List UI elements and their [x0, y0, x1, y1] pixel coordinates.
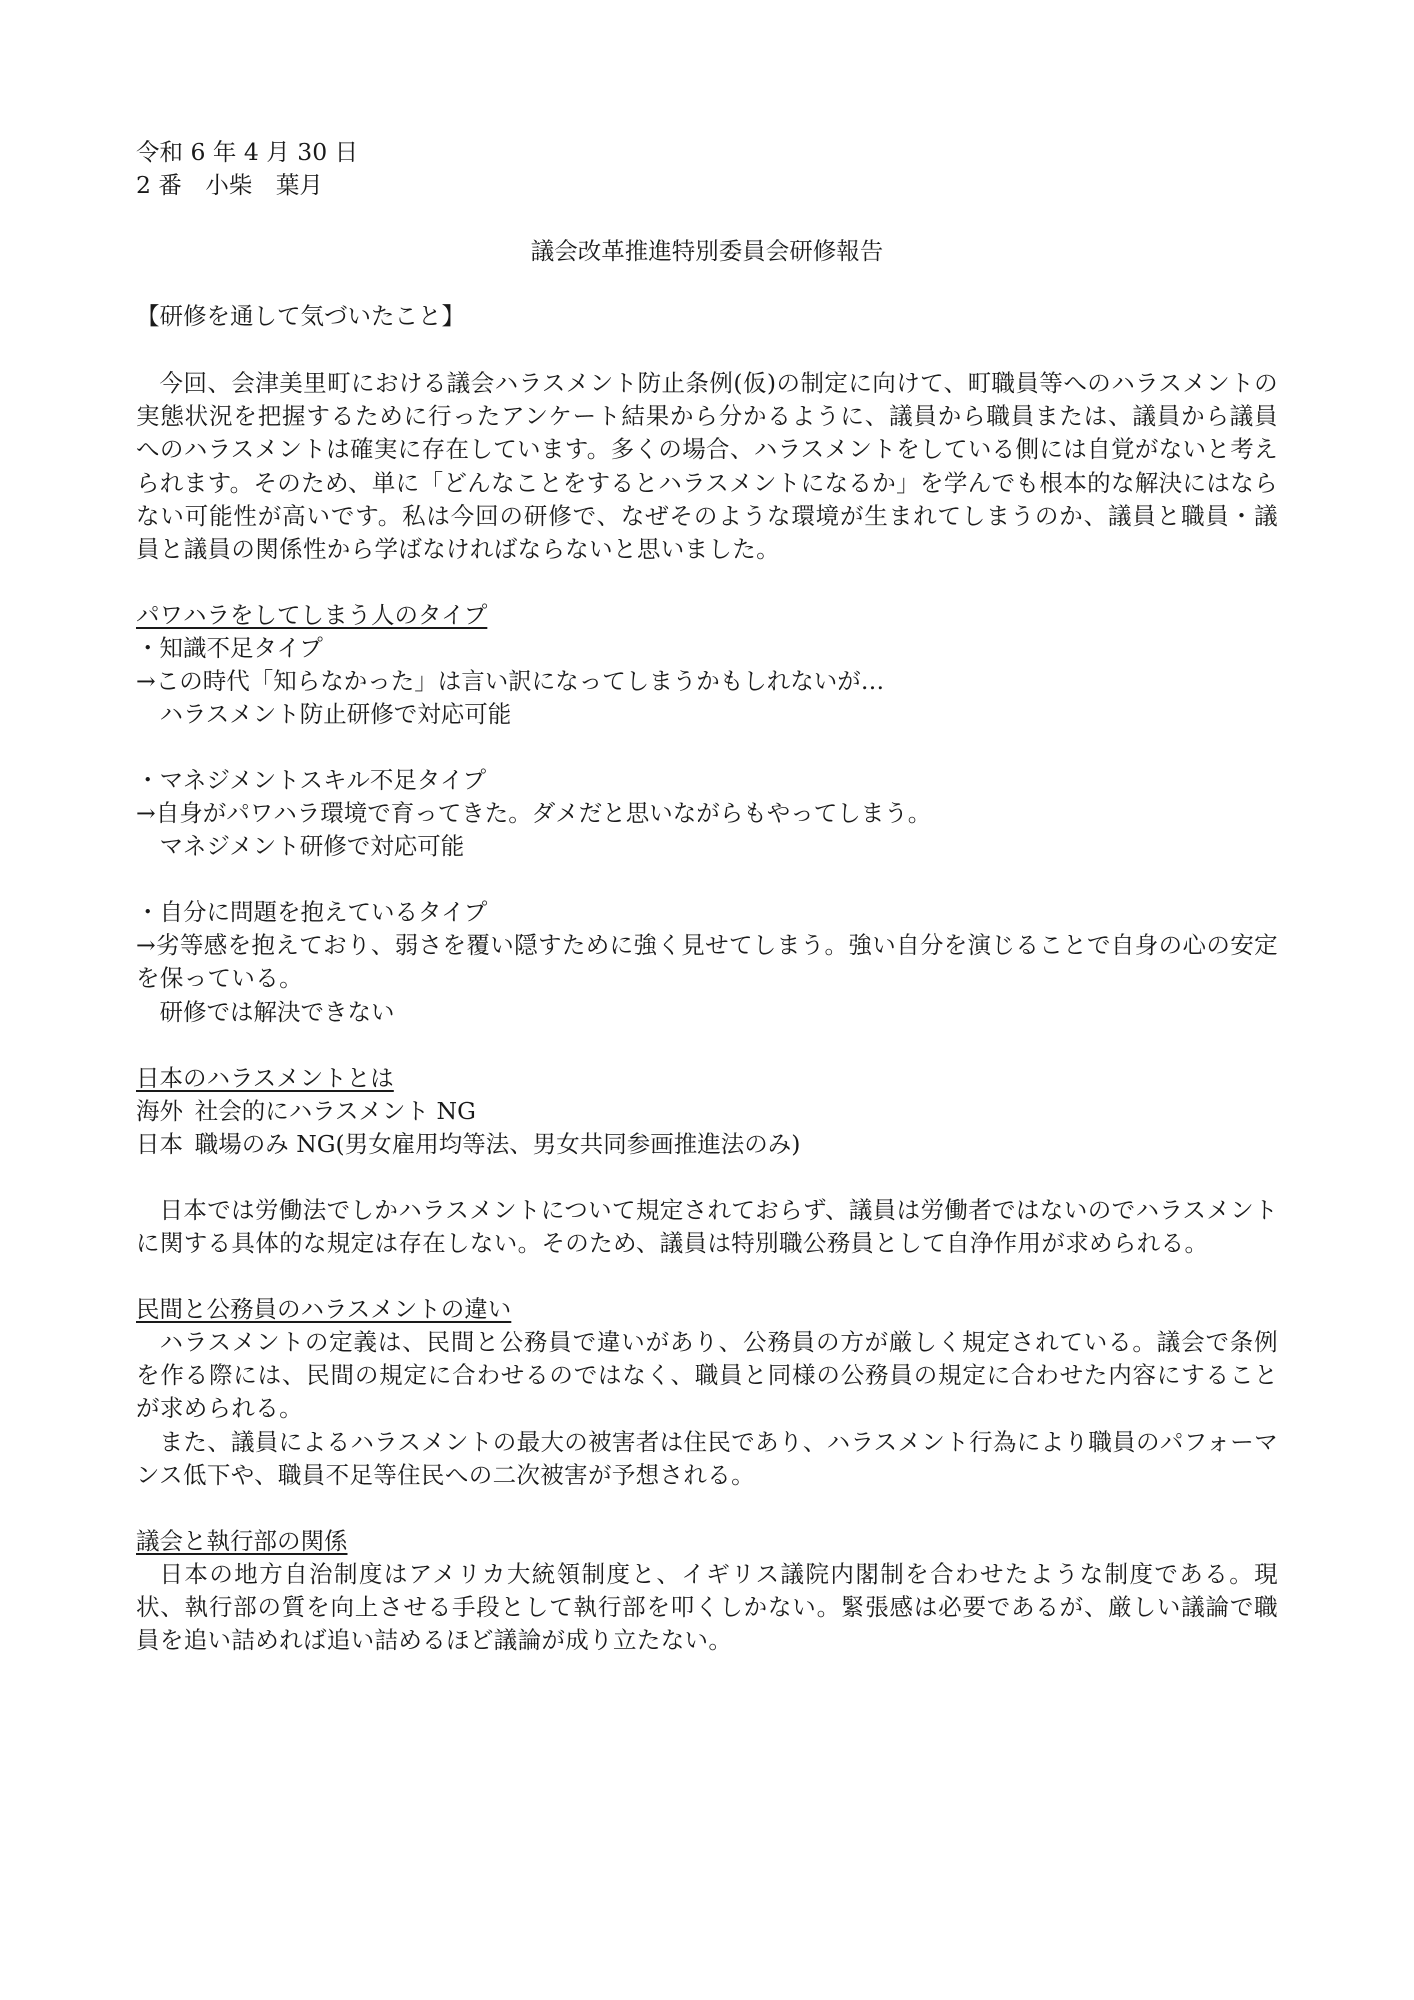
- types-section: [136, 599, 1278, 1028]
- section-label: 【研修を通して気づいたこと】: [136, 302, 465, 330]
- type-name: ・知識不足タイプ: [136, 634, 323, 663]
- relation-heading: 議会と執行部の関係: [136, 1527, 348, 1556]
- type-note: ハラスメント防止研修で対応可能: [159, 700, 512, 729]
- japan-heading: 日本のハラスメントとは: [136, 1063, 394, 1092]
- type-name: ・マネジメントスキル不足タイプ: [136, 766, 487, 795]
- compare-text: 社会的にハラスメント NG: [194, 1096, 476, 1125]
- compare-text: 職場のみ NG(男女雇用均等法、男女共同参画推進法のみ): [194, 1129, 801, 1158]
- types-heading: パワハラをしてしまう人のタイプ: [136, 601, 488, 630]
- type-name: ・自分に問題を抱えているタイプ: [136, 898, 488, 927]
- type-description: →自身がパワハラ環境で育ってきた。ダメだと思いながらもやってしまう。: [136, 799, 932, 828]
- japan-section: [136, 1062, 1278, 1260]
- difference-paragraph-2: また、議員によるハラスメントの最大の被害者は住民であり、ハラスメント行為により職員のパフォーマンス低下や、職員不足等住民への二次被害が予想される。: [136, 1427, 1278, 1489]
- intro-paragraph: 今回、会津美里町における議会ハラスメント防止条例(仮)の制定に向けて、町職員等へのハラスメントの実態状況を把握するために行ったアンケート結果から分かるように、議員から職員または、議員から議員へのハラスメントは確実に存在しています。多くの場合、ハラスメントをしている側には自覚がないと考えられます。そのため、単に「どんなことをするとハラスメントになるか」を学んでも根本的な解決にはならない可能性が高いです。私は今回の研修で、なぜそのような環境が生まれてしまうのか、議員と職員・議員と議員の関係性から学ばなければならないと思いました。: [136, 369, 1278, 564]
- difference-paragraph-1: ハラスメントの定義は、民間と公務員で違いがあり、公務員の方が厳しく規定されている。議会で条例を作る際には、民間の規定に合わせるのではなく、職員と同様の公務員の規定に合わせた内容にすることが求められる。: [136, 1328, 1278, 1423]
- type-note: マネジメント研修で対応可能: [159, 832, 465, 861]
- compare-label: 日本: [136, 1129, 183, 1158]
- report-author: 2 番 小柴 葉月: [136, 171, 323, 199]
- compare-row: [136, 1128, 1278, 1161]
- type-item: [136, 896, 1278, 1028]
- compare-row: [136, 1095, 1278, 1128]
- type-note: 研修では解決できない: [159, 997, 395, 1026]
- type-description: →劣等感を抱えており、弱さを覆い隠すために強く見せてしまう。強い自分を演じることで自身の心の安定を保っている。: [136, 931, 1278, 993]
- report-date: 令和 6 年 4 月 30 日: [136, 138, 359, 166]
- type-description: →この時代「知らなかった」は言い訳になってしまうかもしれないが…: [136, 667, 885, 696]
- relation-paragraph: 日本の地方自治制度はアメリカ大統領制度と、イギリス議院内閣制を合わせたような制度である。現状、執行部の質を向上させる手段として執行部を叩くしかない。緊張感は必要であるが、厳しい議論で職員を追い詰めれば追い詰めるほど議論が成り立たない。: [136, 1560, 1278, 1655]
- japan-body: 日本では労働法でしかハラスメントについて規定されておらず、議員は労働者ではないのでハラスメントに関する具体的な規定は存在しない。そのため、議員は特別職公務員として自浄作用が求められる。: [136, 1195, 1278, 1257]
- type-item: [136, 764, 1278, 863]
- type-item: [136, 632, 1278, 731]
- relation-section: [136, 1525, 1278, 1658]
- difference-section: [136, 1293, 1278, 1492]
- document-title: 議会改革推進特別委員会研修報告: [530, 237, 884, 265]
- difference-heading: 民間と公務員のハラスメントの違い: [136, 1295, 512, 1324]
- compare-label: 海外: [136, 1096, 183, 1125]
